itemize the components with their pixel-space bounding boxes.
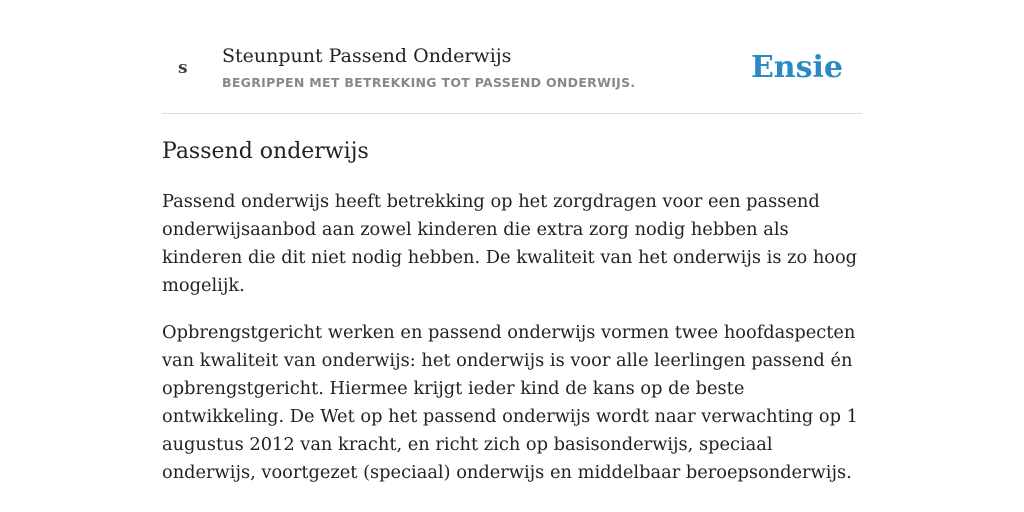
source-title[interactable]: Steunpunt Passend Onderwijs bbox=[222, 45, 512, 67]
article-paragraph: Passend onderwijs heeft betrekking op het zorgdragen voor een passend onderwijsaanbod aan zowel kinderen die extra zorg nodig hebben als kinderen die dit niet nodig hebben. De kwaliteit van het onderwijs is zo hoog mogelijk. bbox=[162, 191, 858, 296]
page-title: Passend onderwijs bbox=[162, 139, 369, 164]
header bbox=[162, 40, 862, 114]
article bbox=[162, 136, 862, 506]
source-logo[interactable]: s bbox=[178, 58, 188, 78]
article-paragraph: Opbrengstgericht werken en passend onderwijs vormen twee hoofdaspecten van kwaliteit van onderwijs: het onderwijs is voor alle leerlingen passend én opbrengstgericht. Hiermee krijgt ieder kind de kans op de beste ontwikkeling. De Wet op het passend onderwijs wordt naar verwachting op 1 augustus 2012 van kracht, en richt zich op basisonderwijs, speciaal onderwijs, voortgezet (speciaal) onderwijs en middelbaar beroepsonderwijs. bbox=[162, 322, 858, 483]
source-subtitle: BEGRIPPEN MET BETREKKING TOT PASSEND ONDERWIJS. bbox=[222, 75, 636, 90]
brand-logo[interactable]: Ensie bbox=[750, 50, 843, 85]
